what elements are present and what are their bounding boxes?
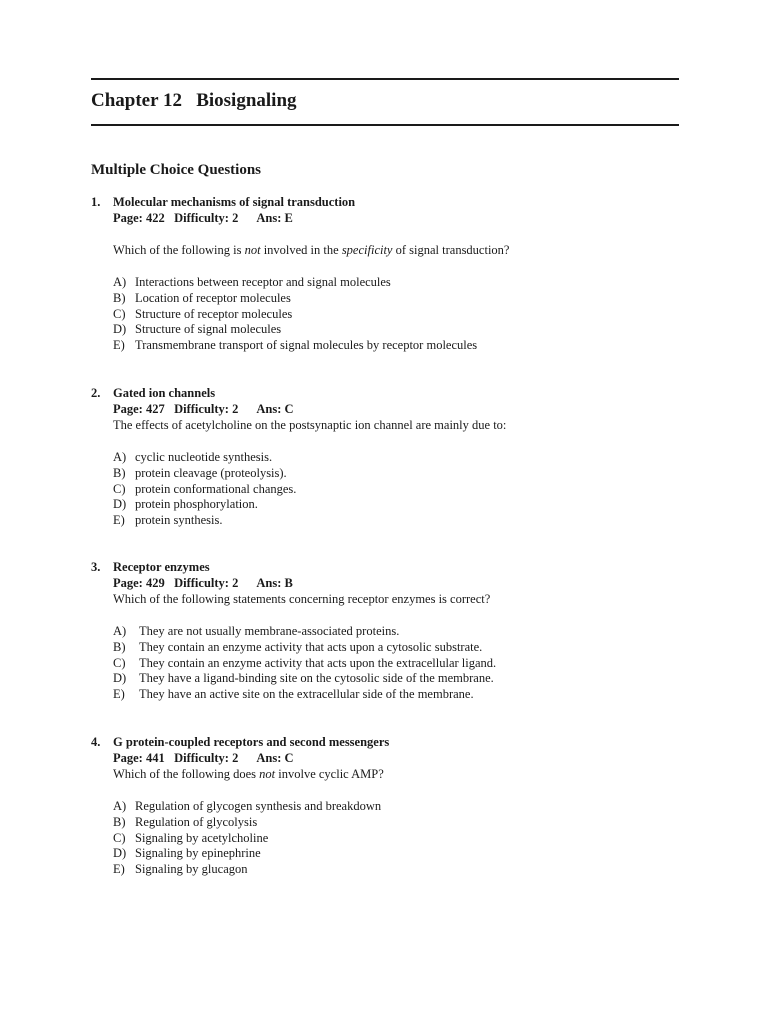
option-d: D) protein phosphorylation. xyxy=(113,497,258,512)
option-c: C) Structure of receptor molecules xyxy=(113,306,293,321)
emphasis-not: not xyxy=(244,243,261,257)
question-heading xyxy=(91,195,681,211)
question-text: Which of the following does not involve cyclic AMP? xyxy=(113,767,384,781)
question-number: 3. xyxy=(91,560,101,574)
option-c: C) Signaling by acetylcholine xyxy=(113,830,269,845)
section-title: Multiple Choice Questions xyxy=(91,162,262,178)
question-text: Which of the following is not involved in the specificity of signal transduction? xyxy=(113,243,510,257)
option-b: B) Regulation of glycolysis xyxy=(113,814,258,829)
emphasis-specificity: specificity xyxy=(341,243,393,257)
question-3 xyxy=(91,560,681,703)
question-text: Which of the following statements concerning receptor enzymes is correct? xyxy=(113,592,491,606)
option-a: A) cyclic nucleotide synthesis. xyxy=(113,450,273,464)
question-topic: G protein-coupled receptors and second messengers xyxy=(113,735,390,749)
question-topic: Receptor enzymes xyxy=(113,560,210,574)
option-d: D) Signaling by epinephrine xyxy=(113,846,261,861)
header-bottom-rule xyxy=(91,124,679,126)
emphasis-not: not xyxy=(259,767,276,781)
option-d: D) Structure of signal molecules xyxy=(113,322,282,337)
answer-options xyxy=(113,450,681,529)
option-e: E) They have an active site on the extracellular side of the membrane. xyxy=(113,687,474,702)
question-heading xyxy=(91,735,681,751)
question-2 xyxy=(91,386,681,529)
question-4 xyxy=(91,735,681,878)
question-meta: Page: 429 Difficulty: 2 Ans: B xyxy=(113,576,293,590)
question-meta: Page: 422 Difficulty: 2 Ans: E xyxy=(113,211,293,225)
question-number: 1. xyxy=(91,195,101,209)
option-a: A) Interactions between receptor and signal molecules xyxy=(113,275,391,289)
header-top-rule xyxy=(91,78,679,80)
answer-options xyxy=(113,275,681,354)
chapter-title: Chapter 12 Biosignaling xyxy=(91,90,297,111)
answer-options xyxy=(113,799,681,878)
question-text: The effects of acetylcholine on the postsynaptic ion channel are mainly due to: xyxy=(113,418,507,432)
option-a: A) Regulation of glycogen synthesis and breakdown xyxy=(113,799,382,813)
answer-options xyxy=(113,624,681,703)
question-meta: Page: 427 Difficulty: 2 Ans: C xyxy=(113,402,294,416)
question-number: 2. xyxy=(91,386,101,400)
option-a: A) They are not usually membrane-associated proteins. xyxy=(113,624,400,638)
question-meta: Page: 441 Difficulty: 2 Ans: C xyxy=(113,751,294,765)
question-heading xyxy=(91,560,681,576)
option-d: D) They have a ligand-binding site on the cytosolic side of the membrane. xyxy=(113,671,494,686)
option-b: B) Location of receptor molecules xyxy=(113,290,291,305)
option-b: B) They contain an enzyme activity that acts upon a cytosolic substrate. xyxy=(113,639,483,654)
option-c: C) They contain an enzyme activity that acts upon the extracellular ligand. xyxy=(113,655,497,670)
option-c: C) protein conformational changes. xyxy=(113,481,297,496)
option-e: E) Signaling by glucagon xyxy=(113,862,248,877)
option-e: E) Transmembrane transport of signal molecules by receptor molecules xyxy=(113,338,478,353)
question-heading xyxy=(91,386,681,402)
option-b: B) protein cleavage (proteolysis). xyxy=(113,465,287,480)
question-number: 4. xyxy=(91,735,101,749)
question-topic: Gated ion channels xyxy=(113,386,216,400)
question-1 xyxy=(91,195,681,354)
question-topic: Molecular mechanisms of signal transduction xyxy=(113,195,356,209)
option-e: E) protein synthesis. xyxy=(113,513,223,528)
